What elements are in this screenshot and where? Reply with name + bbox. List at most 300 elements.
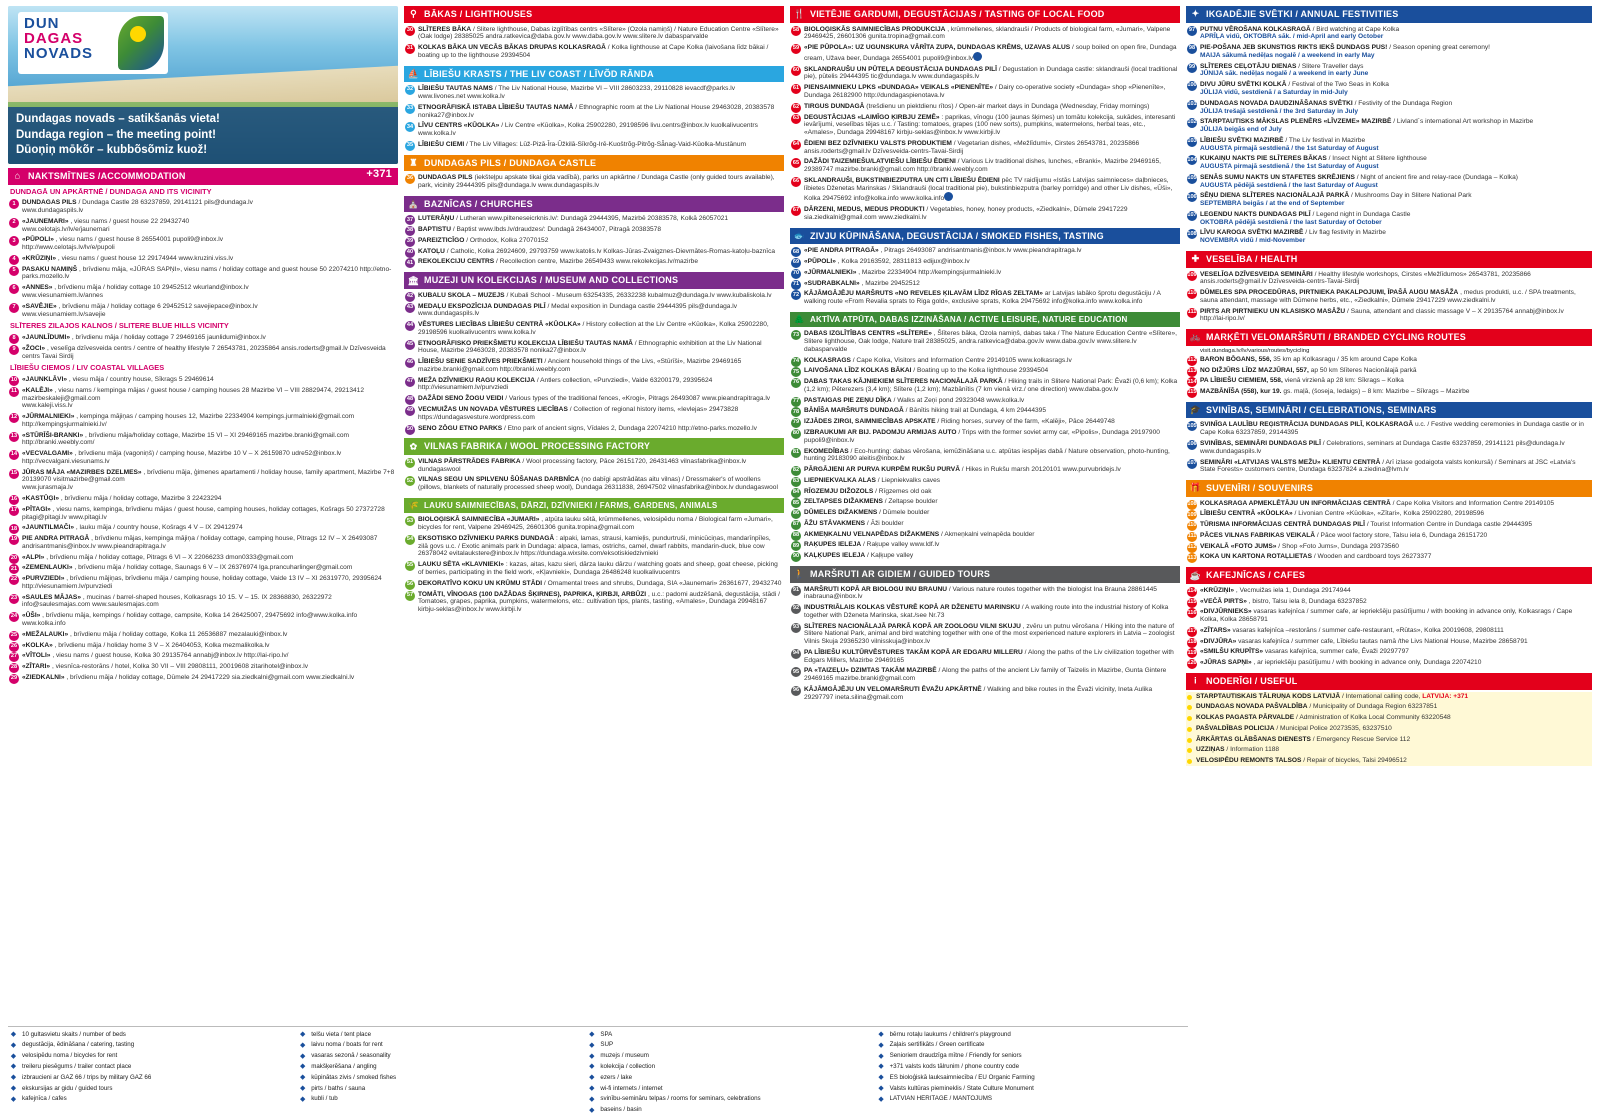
list-item[interactable] (404, 140, 784, 150)
item-title: PĀRGĀJIENI AR PURVA KURPĒM RUKŠU PURVĀ (804, 466, 960, 474)
column-1 (8, 6, 398, 688)
list-item[interactable] (1186, 366, 1592, 376)
item-details: , Kolka 29163592, 28311813 edijux@inbox.lv (837, 258, 970, 266)
legend-item (876, 1040, 1159, 1049)
list-item[interactable] (404, 121, 784, 139)
item-title: DABAS TAKAS KĀJNIEKIEM SLĪTERES NACIONĀLAJĀ PARKĀ (804, 378, 1003, 386)
list-item[interactable] (8, 593, 398, 611)
list-item[interactable] (790, 289, 1180, 307)
item-title: PASAKU NAMIŅŠ (22, 265, 78, 273)
legend-item (586, 1094, 869, 1103)
list-item[interactable] (790, 356, 1180, 366)
list-item[interactable] (8, 641, 398, 651)
item-title: DŪMELES SPA PROCEDŪRAS, PIRTNIEKA PAKALPOJUMI, ĪPAŠĀ AUGU MASĀŽA (1200, 289, 1459, 297)
list-item[interactable] (8, 468, 398, 493)
list-item[interactable] (1186, 307, 1592, 325)
list-item[interactable] (1186, 607, 1592, 625)
legend-item (586, 1073, 869, 1082)
list-item[interactable] (790, 648, 1180, 666)
item-number: 95 (791, 667, 801, 677)
list-item[interactable] (790, 176, 1180, 204)
list-item[interactable] (404, 247, 784, 257)
list-item[interactable] (790, 279, 1180, 289)
wool-list (404, 457, 784, 493)
item-title: «KRŪZIŅI» (1200, 586, 1235, 594)
list-item[interactable] (790, 465, 1180, 475)
item-details: , brīvdienu māja / holiday cottage, Pitrags 6 VI – X 22066233 dmon0333@gmail.com (46, 553, 294, 561)
item-details: / Liv Centre «Kūolka», Kolka 25902280, 29198596 livu.centrs@inbox.lv kuolkalivucentrs www.kolka.lv (418, 122, 758, 138)
item-number: 33 (405, 104, 415, 114)
guidedtours-title: MARŠRUTI AR GIDIEM / GUIDED TOURS (810, 568, 991, 579)
list-item[interactable] (1186, 376, 1592, 386)
guide-icon: 🚶 (793, 568, 806, 579)
list-item[interactable] (1186, 117, 1592, 135)
item-title: ĀŽU STĀVAKMENS (804, 519, 866, 527)
list-item[interactable] (1186, 702, 1592, 712)
list-item[interactable] (404, 475, 784, 493)
list-item[interactable] (8, 375, 398, 385)
list-item[interactable] (790, 113, 1180, 138)
list-item[interactable] (790, 487, 1180, 497)
wool-title: VILNAS FABRIKA / WOOL PROCESSING FACTORY (424, 441, 651, 452)
item-number: 10 (9, 376, 19, 386)
fish-list (790, 246, 1180, 307)
item-details: / The Liv Villages: Lūž-Pizā-Īra-Ūžkilā-Sīkrõg-Irē-Kuoštrõg-Pitrõg-Sǟnag-Vaid-Kūolka-Mustānum (466, 140, 746, 148)
list-item[interactable] (790, 396, 1180, 406)
legend-item (876, 1051, 1159, 1060)
legend-label: Valsts kultūras piemineklis / State Culture Monument (889, 1084, 1034, 1092)
list-item[interactable] (790, 257, 1180, 267)
item-title: BĀNĪŠA MARŠRUTS DUNDAGĀ (804, 407, 904, 415)
item-number: 6 (9, 284, 19, 294)
list-item[interactable] (790, 205, 1180, 223)
list-item[interactable] (8, 662, 398, 672)
section-guidedtours (790, 566, 1180, 703)
list-item[interactable] (8, 534, 398, 552)
item-details: / Orthodox, Kolka 27070152 (466, 236, 549, 244)
item-title: DIVU JŪRU SVĒTKI KOLKĀ (1200, 81, 1287, 89)
legend-label: velosipēdu noma / bicycles for rent (22, 1052, 118, 1060)
item-number: 13 (9, 432, 19, 442)
item-title: ĒDIENI BEZ DZĪVNIEKU VALSTS PRODUKTIEM (804, 139, 952, 147)
item-title: SLĪTERES CEĻOTĀJU DIENAS (1200, 62, 1297, 70)
item-number: 81 (791, 448, 801, 458)
list-item[interactable] (1186, 270, 1592, 288)
list-item[interactable] (1186, 658, 1592, 668)
item-number: 20 (9, 554, 19, 564)
list-item[interactable] (8, 344, 398, 362)
museums-header (404, 272, 784, 289)
seminar-icon: 🎓 (1189, 404, 1202, 415)
item-number: 69 (791, 258, 801, 268)
item-details: ar Latvijas labāko šprotu degustāciju / A walking route «From Revalia sprats to Riga gold», exclusive sprats, Kolka 29475692 info@kolka.info www.kolka.info (804, 290, 1161, 306)
tub-icon: ◆ (299, 1095, 306, 1103)
item-details: 35 km ap Kolkasragu / 35 km around Cape Kolka (1273, 355, 1417, 363)
souvenirs-title: SUVENĪRI / SOUVENIRS (1206, 483, 1314, 494)
boat-icon: ◆ (299, 1041, 306, 1049)
item-number: 103 (1187, 137, 1197, 147)
item-title: REKOLEKCIJU CENTRS (418, 258, 495, 266)
item-details: / Legend night in Dundaga Castle (1312, 210, 1411, 218)
list-item[interactable] (1186, 80, 1592, 98)
list-item[interactable] (1186, 458, 1592, 476)
list-item[interactable] (404, 394, 784, 404)
list-item[interactable] (1186, 542, 1592, 552)
list-item[interactable] (1186, 173, 1592, 191)
dundaga-logo (18, 12, 168, 74)
list-item[interactable] (404, 214, 784, 224)
item-title: KOLKASRAGS (804, 356, 851, 364)
list-item[interactable] (1186, 439, 1592, 457)
item-title: EKSOTISKO DZĪVNIEKU PARKS DUNDAGĀ (418, 534, 555, 542)
item-details: , zvēru un putnu vērošana / Hiking into the nature of Slitere National Park, animal and bird watching together with one of the most experienced nature explorers in Latvia – zoologist Vilnis Skuja 29365230 vilnisskuja@inbox.lv (804, 622, 1175, 646)
castle-title: DUNDAGAS PILS / DUNDAGA CASTLE (424, 157, 597, 168)
item-number: 78 (791, 407, 801, 417)
item-title: PIRTS AR PIRTNIEKU UN KLASISKO MASĀŽU (1200, 307, 1346, 315)
list-item[interactable] (8, 673, 398, 683)
item-details: / Slitere Traveller days (1298, 62, 1364, 70)
list-item[interactable] (1186, 552, 1592, 562)
list-item[interactable] (404, 257, 784, 267)
list-item[interactable] (790, 551, 1180, 561)
item-details-2: www.dundagaspils.lv (22, 207, 84, 215)
item-details: / Cape Kolka Visitors and Information Centre 29149105 (1392, 499, 1555, 507)
item-number: 67 (791, 206, 801, 216)
item-number: 7 (9, 303, 19, 313)
item-details: / Rīgzemes old oak (875, 487, 932, 495)
item-number: 118 (1187, 638, 1197, 648)
list-item[interactable] (790, 497, 1180, 507)
list-item[interactable] (1186, 99, 1592, 117)
item-date: APRĪĻA vidū, OKTOBRA sāk. / mid-April and early October (1200, 33, 1384, 41)
item-number: 41 (405, 258, 415, 268)
list-item[interactable] (790, 366, 1180, 376)
list-item[interactable] (1186, 355, 1592, 365)
item-title: PA «TAIZEĻU» DZIMTAS TAKĀM MAZIRBĒ (804, 667, 937, 675)
list-item[interactable] (8, 235, 398, 253)
list-item[interactable] (1186, 756, 1592, 766)
list-item[interactable] (8, 198, 398, 216)
item-number: 108 (1187, 229, 1197, 239)
section-health (1186, 251, 1592, 324)
list-item[interactable] (790, 43, 1180, 64)
legend-label: ES bioloģiskā lauksaimniecība / EU Organic Farming (889, 1073, 1035, 1081)
list-item[interactable] (404, 103, 784, 121)
item-number: 32 (405, 85, 415, 95)
list-item[interactable] (8, 651, 398, 661)
list-item[interactable] (8, 553, 398, 563)
item-number: 84 (791, 488, 801, 498)
list-item[interactable] (404, 84, 784, 102)
sup-icon: ◆ (589, 1041, 595, 1049)
list-item[interactable] (790, 157, 1180, 175)
list-item[interactable] (1186, 745, 1592, 755)
item-title: LĪVU CENTRS «KŪOLKA» (418, 122, 500, 130)
item-details: , brīvdienu māja / holiday cottage, Kolka 11 26536887 mezalauki@inbox.lv (70, 630, 288, 638)
item-details: : alpaki, lamas, strausi, kamieļis, pundurtruši, minicūciņas, mandarīnpīles, zilā govs u.c. / Exotic animals park in Dundaga: alpaca, lamas, ostrichs, camel, dwarf rabbits, mandarin-duck, blue cow 26378042 evitalaukstere@inbox.lv https://dundaga.wixsite.com/eksotiskiedzivnieki (418, 534, 771, 558)
list-item[interactable] (404, 405, 784, 423)
list-item[interactable] (404, 515, 784, 533)
list-item[interactable] (8, 412, 398, 430)
list-item[interactable] (790, 406, 1180, 416)
list-item[interactable] (8, 254, 398, 264)
item-number: 66 (791, 177, 801, 187)
item-title: PUTNU VĒROŠANA KOLKASRAGĀ (1200, 25, 1311, 33)
list-item[interactable] (8, 563, 398, 573)
legend-item (876, 1030, 1159, 1039)
list-item[interactable] (790, 666, 1180, 684)
list-item[interactable] (8, 494, 398, 504)
legend-label: ekskursijas ar gidu / guided tours (22, 1084, 113, 1092)
list-item[interactable] (8, 386, 398, 411)
list-item[interactable] (1186, 626, 1592, 636)
list-item[interactable] (404, 457, 784, 475)
list-item[interactable] (790, 508, 1180, 518)
item-number: 76 (791, 378, 801, 388)
list-item[interactable] (8, 283, 398, 301)
list-item[interactable] (404, 357, 784, 375)
item-details: / Festival of the Two Seas in Kolka (1288, 81, 1389, 89)
item-number: 112 (1187, 543, 1197, 553)
item-number: 112 (1187, 356, 1197, 366)
souvenir-icon: 🎁 (1189, 482, 1202, 493)
item-number: 111 (1187, 308, 1197, 318)
item-details: / Wooden and cardboard toys 26273377 (1313, 553, 1432, 561)
list-item[interactable] (404, 579, 784, 589)
festivities-list (1186, 25, 1592, 246)
list-item[interactable] (790, 268, 1180, 278)
list-item[interactable] (1186, 25, 1592, 43)
list-item[interactable] (1186, 637, 1592, 647)
item-title: PASTAIGAS PIE ZEŅU DĪĶA (804, 396, 892, 404)
legend-label: laivu noma / boats for rent (311, 1041, 383, 1049)
list-item[interactable] (404, 376, 784, 394)
list-item[interactable] (1186, 228, 1592, 246)
item-number: 70 (791, 269, 801, 279)
phone-icon: ◆ (878, 1063, 884, 1071)
list-item[interactable] (8, 217, 398, 235)
list-item[interactable] (790, 476, 1180, 486)
list-item[interactable] (790, 540, 1180, 550)
list-item[interactable] (404, 291, 784, 301)
list-item[interactable] (790, 246, 1180, 256)
list-item[interactable] (1186, 735, 1592, 745)
item-title: SKLANDRAUŠI, BUKSTINBIEZPUTRA UN CITI LĪBIEŠU ĒDIENI (804, 176, 1000, 184)
list-item[interactable] (404, 302, 784, 320)
item-number: 100 (1187, 81, 1197, 91)
list-item[interactable] (1186, 136, 1592, 154)
legend-item (876, 1073, 1159, 1082)
section-museums (404, 272, 784, 433)
list-item[interactable] (1186, 387, 1592, 397)
legend-item (8, 1062, 291, 1071)
list-item[interactable] (1186, 420, 1592, 438)
item-details: , viesu nams / guest house 12 29174944 www.kruzini.viss.lv (57, 254, 234, 262)
festival-icon: ✦ (1191, 8, 1200, 19)
item-title: SLĪTERES BĀKA (418, 25, 472, 33)
health-title: VESELĪBA / HEALTH (1206, 253, 1298, 264)
item-title: «PŪPOLI» (22, 236, 54, 244)
list-item[interactable] (1186, 647, 1592, 657)
item-title: «ANNES» (22, 284, 53, 292)
item-number: 114 (1187, 587, 1197, 597)
useful-title: NODERĪGI / USEFUL (1206, 675, 1298, 686)
item-details: / Kubali School - Museum 63254335, 26332238 kubalmuz@dundaga.lv www.kubaliskola.lv (506, 291, 772, 299)
item-title: «JAUNTILMAČI» (22, 524, 75, 532)
list-item[interactable] (790, 428, 1180, 446)
list-item[interactable] (8, 265, 398, 283)
item-details: / Baptist www.lbds.lv/draudzes/: Dundagā 26434007, Pitragā 20383578 (452, 226, 662, 234)
item-details: / Āži boulder (866, 519, 904, 527)
item-details: (iekšteļpu apskate tikai gida vadībā), parks un apkārtne / Dundaga Castle (only guided tours available), park, vicinity 29444395 pils@dundaga.lv www.dundagaspils.lv (418, 174, 775, 190)
list-item[interactable] (1186, 210, 1592, 228)
item-bullet (1187, 705, 1192, 710)
livcoast-title: LĪBIEŠU KRASTS / THE LIV COAST / LĪVÕD RĀNDA (424, 68, 654, 79)
item-number: 89 (791, 541, 801, 551)
list-item[interactable] (790, 377, 1180, 395)
item-number: 63 (791, 114, 801, 124)
item-details-2: www.viesunamiem.lv/annes (22, 292, 103, 299)
list-item[interactable] (1186, 531, 1592, 541)
item-title: «KALĒJI» (22, 386, 53, 394)
list-item[interactable] (790, 447, 1180, 465)
list-item[interactable] (790, 585, 1180, 603)
item-details-2: www.jurasmaja.lv (22, 484, 73, 492)
section-activeleisure (790, 312, 1180, 561)
list-item[interactable] (1186, 154, 1592, 172)
pool-icon: ◆ (589, 1106, 595, 1114)
item-details: / Etno park of ancient signs, Vīdales 2, Dundaga 22074210 http://etno-parks.mozello.lv (503, 424, 757, 432)
seminars-title: SVINĪBAS, SEMINĀRI / CELEBRATIONS, SEMINARS (1206, 404, 1437, 415)
list-item[interactable] (404, 236, 784, 246)
list-item[interactable] (1186, 288, 1592, 306)
list-item[interactable] (8, 431, 398, 449)
item-details: / Catholic, Kolka 26924609, 29793759 www.katolis.lv Kolkas-Jūras-Zvaigznes-Dievmātes-Romas-katoļu-baznīca (446, 247, 776, 255)
list-item[interactable] (790, 83, 1180, 101)
list-item[interactable] (1186, 191, 1592, 209)
item-details: / Bird watching at Cape Kolka (1312, 25, 1400, 33)
item-title: PĀCES VILNAS FABRIKAS VEIKALĀ (1200, 531, 1316, 539)
item-number: 26 (9, 642, 19, 652)
legend-label: SUP (600, 1041, 614, 1049)
list-item[interactable] (1186, 724, 1592, 734)
cafes-title: KAFEJNĪCAS / CAFES (1206, 570, 1306, 581)
festivities-title: IKGADĒJIE SVĒTKI / ANNUAL FESTIVITIES (1206, 9, 1399, 19)
item-details: / Shop «Foto Jums», Dundaga 29373560 (1278, 542, 1399, 550)
item-title: «JŪRAS SAPŅI» (1200, 659, 1252, 667)
list-item[interactable] (1186, 597, 1592, 607)
item-title: VELOSIPĒDU REMONTS TALSOS (1196, 757, 1302, 765)
list-item[interactable] (8, 523, 398, 533)
item-details: : paprikas, vīnogu (100 jaunas šķirnes) un tomātu kolekcija, sukādes, interesanti ievārījumi, veselības tējas u.c. / Tasting: tomatoes, grapes (100 new sorts), pumpkins, watermelons, herbal teas, etc., «Amales», Dundaga 29948167 kirbju-seklas@inbox.lv www.kirbji.lv (804, 113, 1176, 137)
tennis-icon: ◆ (299, 1031, 306, 1038)
list-item[interactable] (404, 424, 784, 434)
list-item[interactable] (1186, 509, 1592, 519)
list-item[interactable] (8, 611, 398, 629)
list-item[interactable] (404, 25, 784, 43)
item-number: 71 (791, 280, 801, 290)
list-item[interactable] (404, 560, 784, 578)
legend-item (876, 1094, 1159, 1103)
list-item[interactable] (404, 590, 784, 615)
list-item[interactable] (1186, 586, 1592, 596)
list-item[interactable] (404, 320, 784, 338)
localfood-list (790, 25, 1180, 223)
activeleisure-title: AKTĪVA ATPŪTA, DABAS IZZINĀŠANA / ACTIVE LEISURE, NATURE EDUCATION (810, 314, 1128, 324)
legend-label: degustācija, ēdināšana / catering, tasting (22, 1041, 135, 1049)
item-number: 62 (791, 103, 801, 113)
list-item[interactable] (790, 65, 1180, 83)
list-item[interactable] (1186, 713, 1592, 723)
legend-label: svinību-semināru telpas / rooms for seminars, celebrations (600, 1095, 761, 1103)
list-item[interactable] (404, 534, 784, 559)
item-date: JŪLIJA beigās end of July (1200, 126, 1282, 134)
list-item[interactable] (790, 603, 1180, 621)
item-number: 120 (1187, 659, 1197, 669)
item-title: ĀRKĀRTAS GLĀBŠANAS DIENESTS (1196, 735, 1311, 743)
list-item[interactable] (790, 25, 1180, 43)
section-churches (404, 196, 784, 267)
item-date: AUGUSTA pirmajā sestdienā / the 1st Saturday of August (1200, 163, 1379, 171)
list-item[interactable] (790, 685, 1180, 703)
item-title: KATOĻU (418, 247, 445, 255)
legend-label: wi-fi internets / internet (600, 1084, 663, 1092)
list-item[interactable] (8, 333, 398, 343)
list-item[interactable] (404, 43, 784, 61)
item-details: / Tourist Information Centre in Dundaga castle 29444395 (1366, 521, 1533, 529)
list-item[interactable] (790, 139, 1180, 157)
item-number: 37 (405, 215, 415, 225)
list-item[interactable] (8, 505, 398, 523)
item-bullet (1187, 727, 1192, 732)
section-cafes (1186, 567, 1592, 668)
item-details: , brīvdienu māja, ģimenes apartamenti / holiday house, family apartment, Mazirbe 7+8 20139070 visitmazirbe@gmail.com (22, 468, 395, 484)
list-item[interactable] (790, 530, 1180, 540)
list-item[interactable] (1186, 43, 1592, 61)
list-item[interactable] (404, 339, 784, 357)
list-item[interactable] (790, 622, 1180, 647)
item-title: DAŽĀDI TAIZEMIEŠU/LATVIEŠU LĪBIEŠU ĒDIENI (804, 158, 956, 166)
list-item[interactable] (8, 574, 398, 592)
list-item[interactable] (1186, 520, 1592, 530)
item-number: 18 (9, 524, 19, 534)
item-details: (no dabīgi apstrādātas aitu vilnas) / Dressmaker's of woollens (pillows, blankets of naturally processed sheep wool), Dundaga 26311838, 26947502 vilnasfabrika@inbox.lv dundagaswool (418, 476, 778, 492)
list-item[interactable] (8, 449, 398, 467)
section-livcoast (404, 66, 784, 150)
list-item[interactable] (790, 417, 1180, 427)
smokefish-icon: ◆ (299, 1074, 306, 1082)
list-item[interactable] (8, 630, 398, 640)
item-title: «ZĪTARS» (1200, 626, 1231, 634)
spa-icon: ◆ (589, 1031, 595, 1038)
list-item[interactable] (790, 519, 1180, 529)
item-number: 40 (405, 248, 415, 258)
item-number: 105 (1187, 421, 1197, 431)
item-title: PIENSAIMNIEKU LPKS «DUNDAGA» VEIKALS «PIENENĪTE» (804, 84, 994, 92)
list-item[interactable] (404, 225, 784, 235)
list-item[interactable] (404, 173, 784, 191)
list-item[interactable] (8, 302, 398, 320)
list-item[interactable] (790, 329, 1180, 354)
monument-icon: ◆ (878, 1085, 884, 1093)
list-item[interactable] (1186, 692, 1592, 702)
item-number: 15 (9, 469, 19, 479)
list-item[interactable] (1186, 499, 1592, 509)
section-seminars (1186, 402, 1592, 475)
legend-label: vasaras sezonā / seasonality (311, 1052, 391, 1060)
list-item[interactable] (1186, 62, 1592, 80)
list-item[interactable] (790, 102, 1180, 112)
